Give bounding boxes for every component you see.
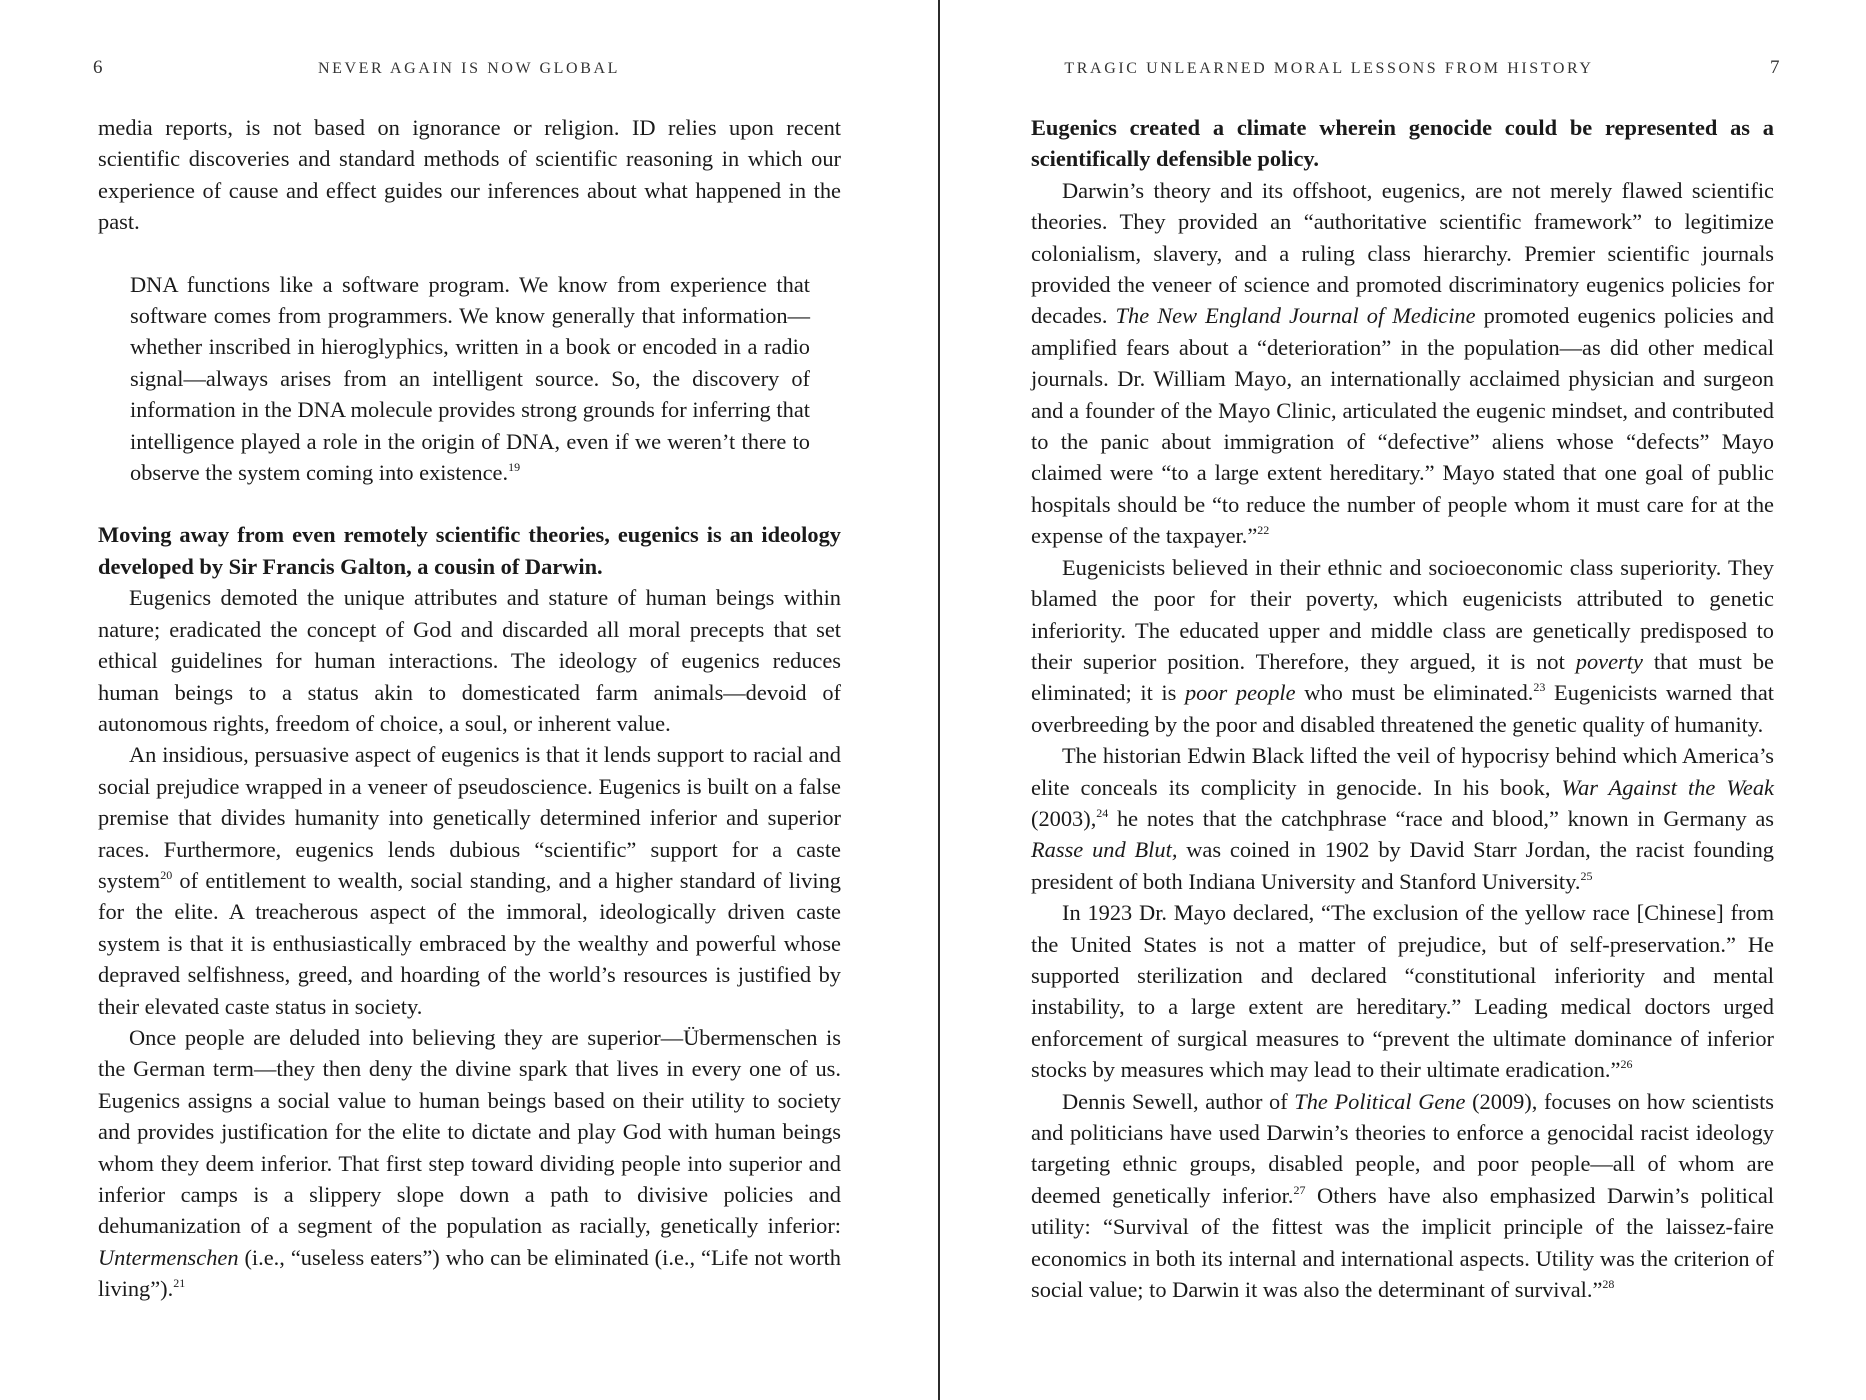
quote-text: DNA functions like a software program. We know from experience that software comes from programmers. We know generally that information—whether inscribed in hieroglyphics, written in a book or encoded in a radio signal—always arises from an intelligent source. So, the discovery of information in the DNA molecule provides strong grounds for inferring that intelligence played a role in the origin of DNA, even if we weren’t there to observe the system coming into existence. [130, 271, 810, 486]
paragraph [98, 1022, 841, 1305]
italic-term: poor people [1184, 680, 1296, 706]
italic-term: Rasse und Blut, [1031, 837, 1178, 863]
page-number: 7 [1770, 57, 1780, 78]
footnote-ref: 19 [508, 460, 521, 475]
paragraph: media reports, is not based on ignorance or religion. ID relies upon recent scientific discoveries and standard methods of scientific reasoning in which our experience of cause and effect guides our inferences about what happened in the past. [98, 115, 841, 235]
paragraph-text: of entitlement to wealth, social standing, and a higher standard of living for the elite. A treacherous aspect of the immoral, ideologically driven caste system is that it is enthusiastically embraced by the wealthy and powerful whose depraved selfishness, greed, and hoarding of the world’s resources is justified by their elevated caste status in society. [98, 867, 841, 1019]
footnote-ref: 25 [1580, 868, 1593, 883]
footnote-ref: 22 [1257, 523, 1270, 538]
paragraph [1031, 552, 1774, 740]
paragraph-text: An insidious, persuasive aspect of eugenics is that it lends support to racial and social prejudice wrapped in a veneer of pseudoscience. Eugenics is built on a false premise that divides humanity into genetically determined inferior and superior races. Furthermore, eugenics lends dubious “scientific” support for a caste system [98, 742, 841, 893]
book-title: War Against the Weak [1561, 774, 1774, 800]
paragraph-text: Dennis Sewell, author of [1062, 1088, 1295, 1114]
paragraph [1031, 175, 1774, 552]
body-text [98, 112, 841, 1305]
italic-term: poverty [1575, 648, 1643, 674]
paragraph-text: (2009), focuses on how scientists and politicians have used Darwin’s theories to enforce a genocidal racist ideology targeting ethnic groups, disabled people, and poor people—all of whom are deemed genetically inferior. [1031, 1088, 1775, 1208]
italic-term: Untermenschen [98, 1244, 239, 1270]
page-number: 6 [93, 57, 103, 78]
footnote-ref: 27 [1293, 1182, 1306, 1197]
paragraph-text: he notes that the catchphrase “race and blood,” known in Germany as [1108, 805, 1774, 831]
paragraph-text: The historian Edwin Black lifted the veil of hypocrisy behind which America’s elite conceals its complicity in genocide. In his book, [1031, 743, 1774, 800]
paragraph: Eugenics demoted the unique attributes and stature of human beings within nature; eradicated the concept of God and discarded all moral precepts that set ethical guidelines for human interactions. The ideology of eugenics reduces human beings to a status akin to domesticated farm animals—devoid of autonomous rights, freedom of choice, a soul, or inherent value. [98, 585, 841, 736]
footnote-ref: 28 [1602, 1277, 1615, 1292]
book-title: The Political Gene [1294, 1088, 1466, 1114]
footnote-ref: 20 [160, 867, 173, 882]
paragraph-text: (i.e., “useless eaters”) who can be eliminated (i.e., “Life not worth living”). [98, 1244, 841, 1302]
paragraph-text: Darwin’s theory and its offshoot, eugenics, are not merely flawed scientific theories. They provided an “authoritative scientific framework” to legitimize colonialism, slavery, and a ruling class hierarchy. Premier scientific journals provided the veneer of science and promoted discriminatory eugenics policies for decades. [1031, 177, 1774, 329]
paragraph [1031, 897, 1774, 1085]
paragraph [98, 739, 841, 1022]
paragraph-text: In 1923 Dr. Mayo declared, “The exclusion of the yellow race [Chinese] from the United States is not a matter of prejudice, but of self-preservation.” He supported sterilization and declared “constitutional inferiority and mental instability, to a large extent are hereditary.” Leading medical doctors urged enforcement of surgical measures to “prevent the ultimate dominance of inferior stocks by measures which may lead to their ultimate eradication.” [1031, 900, 1774, 1083]
paragraph-text: was coined in 1902 by David Starr Jordan, the racist founding president of both Indiana University and Stanford University. [1031, 837, 1774, 894]
section-heading: Eugenics created a climate wherein genocide could be represented as a scientifically defensible policy. [1031, 115, 1774, 172]
running-head: NEVER AGAIN IS NOW GLOBAL [317, 60, 621, 77]
footnote-ref: 21 [173, 1276, 186, 1291]
body-text [1031, 112, 1774, 1305]
paragraph-text: Others have also emphasized Darwin’s political utility: “Survival of the fittest was the implicit principle of the laissez-faire economics in both its internal and international aspects. Utility was the criterion of social value; to Darwin it was also the determinant of survival.” [1031, 1182, 1774, 1303]
paragraph-text: (2003), [1031, 805, 1097, 831]
running-head: TRAGIC UNLEARNED MORAL LESSONS FROM HISTORY [1064, 60, 1594, 77]
block-quote [130, 269, 810, 489]
paragraph [1031, 740, 1774, 897]
paragraph-text: promoted eugenics policies and amplified fears about a “deterioration” in the population—as did other medical journals. Dr. William Mayo, an internationally acclaimed physician and surgeon and a founder of the Mayo Clinic, articulated the eugenic mindset, and contributed to the panic about immigration of “defective” aliens whose “defects” Mayo claimed were “to a large extent hereditary.” Mayo stated that one goal of public hospitals should be “to reduce the number of people whom it must care for at the expense of the taxpayer.” [1031, 303, 1775, 549]
footnote-ref: 24 [1096, 805, 1109, 820]
journal-title: The New England Journal of Medicine [1115, 303, 1476, 329]
paragraph-text: that must be eliminated; it is [1031, 648, 1774, 706]
paragraph-text: who must be eliminated. [1295, 680, 1534, 706]
section-heading: Moving away from even remotely scientific theories, eugenics is an ideology developed by Sir Francis Galton, a cousin of Darwin. [98, 522, 841, 579]
paragraph-text: Eugenicists warned that overbreeding by the poor and disabled threatened the genetic quality of humanity. [1031, 680, 1774, 737]
footnote-ref: 26 [1620, 1057, 1633, 1072]
paragraph [1031, 1086, 1774, 1306]
footnote-ref: 23 [1533, 680, 1546, 695]
right-page [940, 0, 1866, 1400]
paragraph-text: Eugenicists believed in their ethnic and socioeconomic class superiority. They blamed the poor for their poverty, which eugenicists attributed to genetic inferiority. The educated upper and middle class are genetically predisposed to their superior position. Therefore, they argued, it is not [1031, 554, 1774, 674]
paragraph-text: Once people are deluded into believing they are superior—Übermenschen is the German term—they then deny the divine spark that lives in every one of us. Eugenics assigns a social value to human beings based on their utility to society and provides justification for the elite to dictate and play God with human beings whom they deem inferior. That first step toward dividing people into superior and inferior camps is a slippery slope down a path to divisive policies and dehumanization of a segment of the population as racially, genetically inferior: [98, 1024, 841, 1239]
